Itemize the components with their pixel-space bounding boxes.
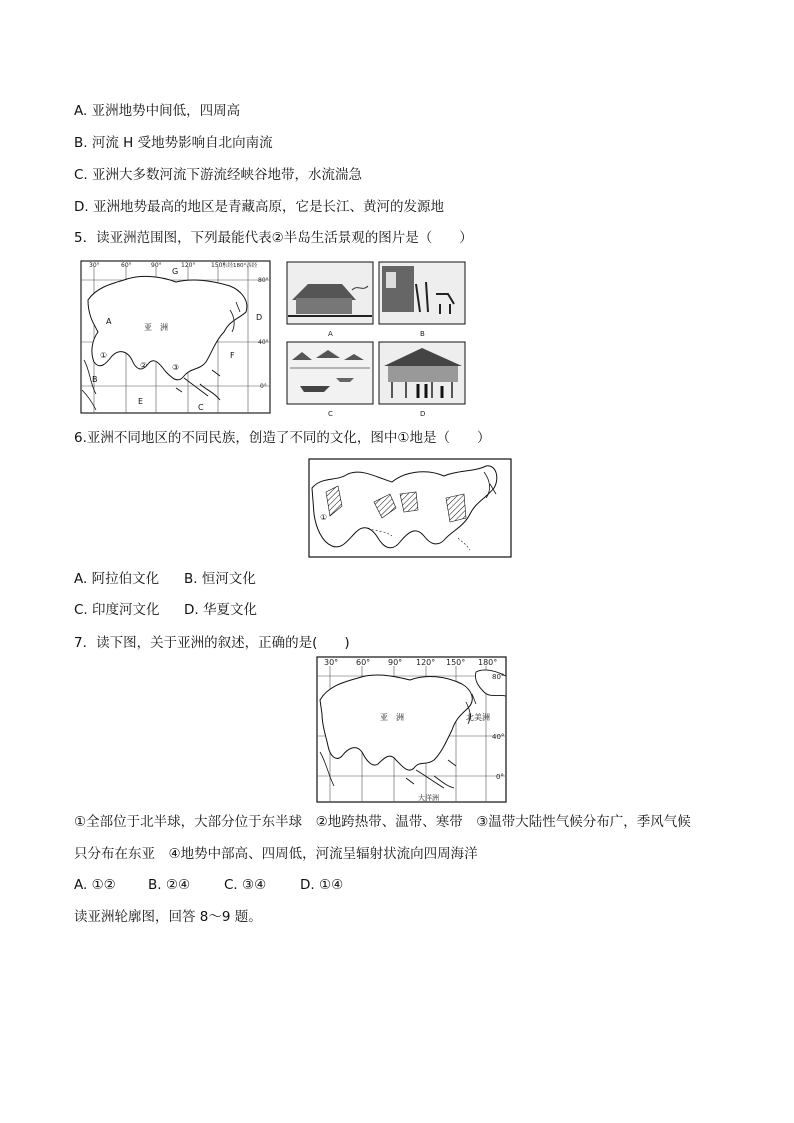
q7-statements-line1: ①全部位于北半球，大部分位于东半球 ②地跨热带、温带、寒带 ③温带大陆性气候分布广，季风气候 <box>74 814 691 830</box>
q7-asia-map <box>316 656 508 804</box>
q7-top-tick: 30° <box>324 658 339 667</box>
q6-option-a: A. 阿拉伯文化 <box>74 571 160 587</box>
q5-right-tick: 0° <box>260 383 267 390</box>
q7-top-tick: 120° <box>416 658 436 667</box>
q7-option-a: A. ①② <box>74 877 116 893</box>
q5-picture-label-a: A <box>328 330 333 338</box>
q5-circled-1: ① <box>100 351 108 360</box>
q5-letter-d: D <box>256 313 263 322</box>
q5-letter-g: G <box>172 267 179 276</box>
q6-option-b: B. 恒河文化 <box>184 571 256 587</box>
q5-letter-e: E <box>138 397 144 406</box>
q5-top-tick: 150° <box>211 262 226 269</box>
q4-option-b: B. 河流 H 受地势影响自北向南流 <box>74 135 273 151</box>
q5-letter-f: F <box>230 351 235 360</box>
q7-statements-line2: 只分布在东亚 ④地势中部高、四周低，河流呈辐射状流向四周海洋 <box>74 846 478 862</box>
q4-option-d: D. 亚洲地势最高的地区是青藏高原，它是长江、黄河的发源地 <box>74 199 444 215</box>
q5-letter-b: B <box>92 375 98 384</box>
q7-north-america-label: 北美洲 <box>466 713 490 722</box>
q5-circled-2: ② <box>140 361 148 370</box>
q5-scene-pictures <box>286 260 468 418</box>
q5-top-tick: 120° <box>181 262 196 269</box>
q5-picture-label-d: D <box>420 410 426 418</box>
q6-culture-map <box>308 458 512 558</box>
q5-top-tick: 60° <box>121 262 132 269</box>
q5-circled-3: ③ <box>172 363 180 372</box>
q7-top-tick: 60° <box>356 658 371 667</box>
q7-ocean-label: 大洋洲 <box>418 794 439 802</box>
q5-asia-map <box>80 260 272 415</box>
q7-asia-label: 亚 洲 <box>380 713 404 722</box>
q8-9-intro: 读亚洲轮廓图，回答 8～9 题。 <box>74 909 262 925</box>
q5-letter-c: C <box>198 403 204 412</box>
q5-top-tick: 90° <box>151 262 162 269</box>
q5-right-tick: 80° <box>258 277 269 284</box>
q5-right-tick: 40° <box>258 339 269 346</box>
q5-top-tick: 30° <box>89 262 100 269</box>
q7-top-tick: 150° <box>446 658 466 667</box>
q4-option-a: A. 亚洲地势中间低，四周高 <box>74 103 241 119</box>
q7-option-c: C. ③④ <box>224 877 267 893</box>
q7-right-tick: 0° <box>496 773 504 781</box>
q7-right-tick: 40° <box>492 733 505 741</box>
q6-option-c: C. 印度河文化 <box>74 602 160 618</box>
q6-stem: 6.亚洲不同地区的不同民族，创造了不同的文化，图中①地是（ ） <box>74 430 491 446</box>
q7-right-tick: 80° <box>492 673 505 681</box>
q4-option-c: C. 亚洲大多数河流下游流经峡谷地带，水流湍急 <box>74 167 363 183</box>
q6-option-d: D. 华夏文化 <box>184 602 257 618</box>
q7-top-tick: 90° <box>388 658 403 667</box>
q5-stem: 5．读亚洲范围图，下列最能代表②半岛生活景观的图片是（ ） <box>74 230 473 246</box>
q7-top-tick: 180° <box>478 658 498 667</box>
q5-letter-a: A <box>106 317 112 326</box>
q5-continent-label: 亚 洲 <box>144 323 168 332</box>
q7-stem: 7．读下图，关于亚洲的叙述，正确的是( ) <box>74 635 350 651</box>
q7-option-b: B. ②④ <box>148 877 191 893</box>
q5-picture-label-b: B <box>420 330 425 338</box>
q5-picture-label-c: C <box>328 410 333 418</box>
q5-top-tick: 东经180°西经 <box>222 263 258 269</box>
q7-option-d: D. ①④ <box>300 877 344 893</box>
q6-map-label: ① <box>320 513 328 522</box>
